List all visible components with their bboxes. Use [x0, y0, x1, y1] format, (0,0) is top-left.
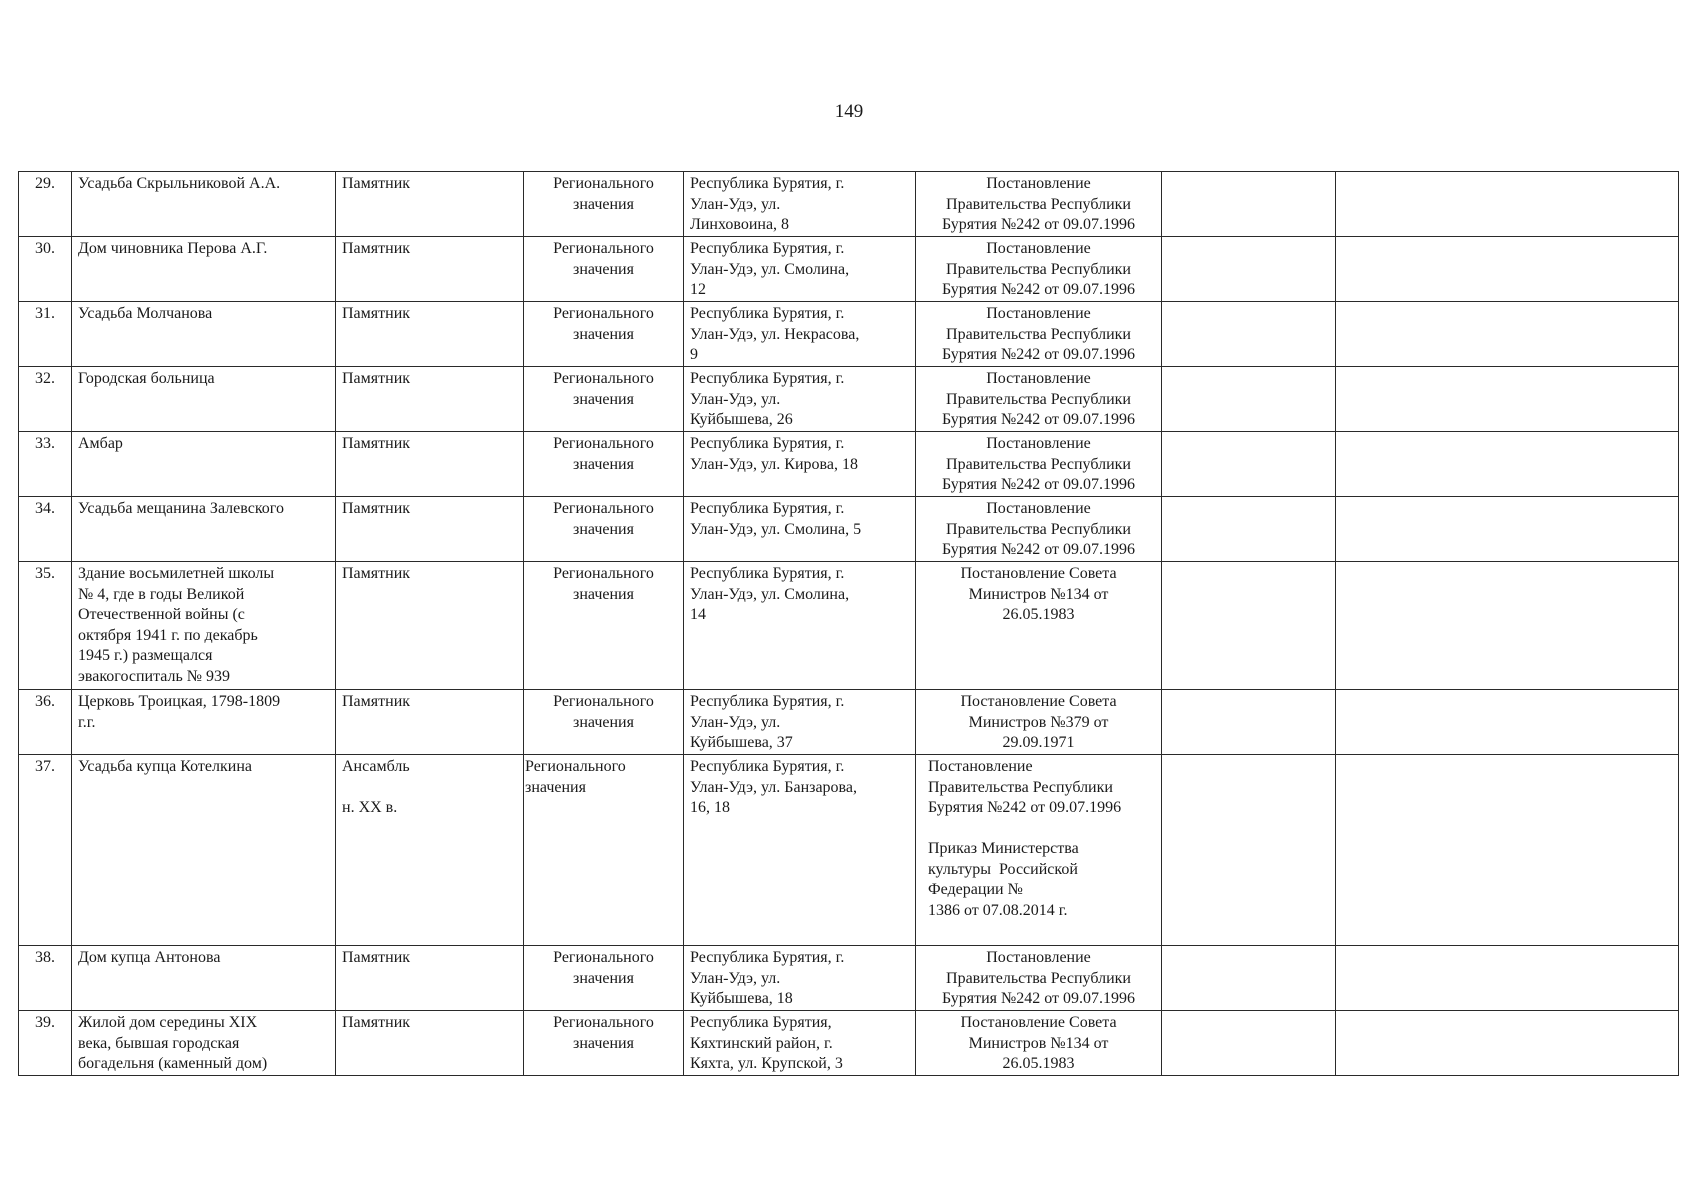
object-address-line: Улан-Удэ, ул. Кирова, 18: [690, 455, 858, 473]
heritage-registry-table: [18, 171, 1679, 1076]
object-address-cell: [684, 946, 916, 1011]
protection-document-line: Постановление: [986, 305, 1091, 322]
object-significance-cell: [524, 690, 684, 755]
object-address-cell: [684, 690, 916, 755]
object-significance-cell: [524, 1011, 684, 1076]
object-address-line: Республика Бурятия, г.: [690, 370, 845, 387]
object-name-cell: [72, 497, 336, 562]
object-significance-cell: [524, 237, 684, 302]
protection-document-line: 26.05.1983: [1002, 606, 1075, 623]
object-type-cell: [336, 302, 524, 367]
object-address-cell: [684, 237, 916, 302]
protection-document-line: Постановление: [986, 949, 1091, 966]
object-type-cell: [336, 690, 524, 755]
table-row: [19, 1011, 1679, 1076]
row-number: 39.: [35, 1014, 55, 1031]
object-name-cell: [72, 562, 336, 690]
object-significance-line: значения: [573, 713, 634, 731]
object-address-line: Улан-Удэ, ул.: [690, 195, 781, 213]
table-row: [19, 497, 1679, 562]
object-type-cell: [336, 1011, 524, 1076]
object-address-line: Республика Бурятия, г.: [690, 305, 845, 322]
row-number-cell: [19, 755, 72, 946]
object-address-cell: [684, 172, 916, 237]
object-name-cell: [72, 172, 336, 237]
object-significance-line: значения: [573, 520, 634, 538]
object-address-cell: [684, 755, 916, 946]
object-significance-line: Регионального: [525, 758, 626, 775]
object-address-line: Куйбышева, 18: [690, 990, 793, 1007]
object-type-line: Памятник: [342, 435, 411, 452]
object-significance-line: значения: [573, 260, 634, 278]
protection-document-line: Бурятия №242 от 09.07.1996: [941, 216, 1136, 233]
object-name-cell: [72, 432, 336, 497]
protection-document-line: Бурятия №242 от 09.07.1996: [941, 346, 1136, 363]
object-name-line: г.г.: [78, 713, 96, 731]
object-name-line: Усадьба купца Котелкина: [78, 758, 252, 775]
table-row: [19, 367, 1679, 432]
object-type-line: Памятник: [342, 693, 411, 710]
protection-document-cell: [916, 172, 1162, 237]
object-address-line: Республика Бурятия, г.: [690, 240, 845, 257]
object-address-line: Республика Бурятия, г.: [690, 565, 845, 582]
object-name-line: Жилой дом середины XIX: [78, 1014, 258, 1031]
object-name-cell: [72, 367, 336, 432]
table-row: [19, 302, 1679, 367]
object-address-line: Республика Бурятия,: [690, 1014, 832, 1031]
table-row: [19, 690, 1679, 755]
object-significance-line: значения: [573, 1034, 634, 1052]
object-address-line: Улан-Удэ, ул.: [690, 390, 781, 408]
table-row: [19, 237, 1679, 302]
protection-document-line: Бурятия №242 от 09.07.1996: [941, 541, 1136, 558]
row-number: 31.: [35, 305, 55, 322]
object-type-cell: [336, 562, 524, 690]
protection-document-line: Правительства Республики: [946, 260, 1131, 278]
empty-cell: [1162, 172, 1336, 237]
object-significance-line: Регионального: [553, 175, 654, 192]
empty-cell: [1336, 946, 1679, 1011]
protection-document-cell: [916, 367, 1162, 432]
row-number: 30.: [35, 240, 55, 257]
object-address-cell: [684, 302, 916, 367]
object-name-line: Усадьба мещанина Залевского: [78, 500, 284, 517]
object-significance-line: значения: [573, 390, 634, 408]
row-number-cell: [19, 432, 72, 497]
row-number: 32.: [35, 370, 55, 387]
object-significance-cell: [524, 946, 684, 1011]
object-name-line: Здание восьмилетней школы: [78, 565, 275, 582]
protection-document-line: 26.05.1983: [1002, 1055, 1075, 1072]
protection-document-line: Постановление: [986, 500, 1091, 517]
protection-document-line: Постановление Совета: [960, 693, 1117, 710]
page-number: 149: [834, 101, 864, 122]
object-address-line: Линховоина, 8: [690, 216, 790, 233]
row-number-cell: [19, 562, 72, 690]
empty-cell: [1336, 302, 1679, 367]
object-significance-cell: [524, 367, 684, 432]
object-significance-cell: [524, 302, 684, 367]
object-type-cell: [336, 172, 524, 237]
object-address-line: 9: [690, 346, 698, 363]
protection-document-line: Министров №379 от: [968, 713, 1109, 731]
object-address-cell: [684, 367, 916, 432]
object-significance-cell: [524, 755, 684, 946]
object-type-line: [342, 778, 517, 799]
empty-cell: [1336, 237, 1679, 302]
object-significance-line: значения: [573, 585, 634, 603]
object-address-cell: [684, 432, 916, 497]
object-significance-line: значения: [525, 778, 586, 796]
protection-document-line: Правительства Республики: [946, 325, 1131, 343]
table-row: [19, 432, 1679, 497]
object-type-cell: [336, 367, 524, 432]
object-significance-line: Регионального: [553, 693, 654, 710]
object-name-cell: [72, 302, 336, 367]
object-type-line: н. XX в.: [342, 799, 398, 816]
row-number: 33.: [35, 435, 55, 452]
object-name-line: Усадьба Скрыльниковой А.А.: [78, 175, 281, 192]
protection-document-line: Бурятия №242 от 09.07.1996: [941, 990, 1136, 1007]
empty-cell: [1336, 755, 1679, 946]
object-address-line: Республика Бурятия, г.: [690, 949, 845, 966]
protection-document-line: Министров №134 от: [968, 585, 1109, 603]
protection-document-line: [928, 819, 1155, 840]
object-name-line: века, бывшая городская: [78, 1034, 240, 1052]
empty-cell: [1336, 367, 1679, 432]
protection-document-line: Правительства Республики: [946, 390, 1131, 408]
object-type-line: Памятник: [342, 1014, 411, 1031]
object-address-line: Республика Бурятия, г.: [690, 435, 845, 452]
object-type-cell: [336, 755, 524, 946]
object-address-line: Улан-Удэ, ул.: [690, 969, 781, 987]
row-number-cell: [19, 237, 72, 302]
table-body: [19, 172, 1679, 1076]
object-type-line: Ансамбль: [342, 758, 410, 775]
object-type-line: Памятник: [342, 305, 411, 322]
object-significance-line: значения: [573, 969, 634, 987]
protection-document-line: Бурятия №242 от 09.07.1996: [941, 411, 1136, 428]
object-address-line: Республика Бурятия, г.: [690, 693, 845, 710]
table-row: [19, 562, 1679, 690]
row-number: 34.: [35, 500, 55, 517]
row-number-cell: [19, 690, 72, 755]
object-address-line: 14: [690, 606, 706, 623]
protection-document-cell: [916, 497, 1162, 562]
object-name-line: Отечественной войны (с: [78, 606, 245, 623]
row-number-cell: [19, 172, 72, 237]
empty-cell: [1162, 562, 1336, 690]
protection-document-line: 29.09.1971: [1002, 734, 1075, 751]
protection-document-cell: [916, 302, 1162, 367]
protection-document-line: Правительства Республики: [946, 969, 1131, 987]
protection-document-line: Правительства Республики: [946, 455, 1131, 473]
row-number-cell: [19, 946, 72, 1011]
object-type-line: Памятник: [342, 565, 411, 582]
object-address-line: Республика Бурятия, г.: [690, 758, 845, 775]
object-address-line: 12: [690, 281, 706, 298]
empty-cell: [1162, 1011, 1336, 1076]
object-address-line: Улан-Удэ, ул. Смолина, 5: [690, 520, 862, 538]
object-address-line: Республика Бурятия, г.: [690, 500, 845, 517]
protection-document-cell: [916, 432, 1162, 497]
protection-document-line: Постановление: [986, 175, 1091, 192]
protection-document-line: Постановление Совета: [960, 565, 1117, 582]
protection-document-cell: [916, 946, 1162, 1011]
protection-document-cell: [916, 690, 1162, 755]
object-type-cell: [336, 946, 524, 1011]
protection-document-line: Постановление: [928, 758, 1033, 775]
object-address-cell: [684, 497, 916, 562]
row-number: 29.: [35, 175, 55, 192]
row-number-cell: [19, 367, 72, 432]
object-name-cell: [72, 946, 336, 1011]
object-name-line: Дом купца Антонова: [78, 949, 221, 966]
empty-cell: [1162, 690, 1336, 755]
object-type-line: Памятник: [342, 949, 411, 966]
object-address-line: Улан-Удэ, ул.: [690, 713, 781, 731]
object-address-cell: [684, 1011, 916, 1076]
row-number: 35.: [35, 565, 55, 582]
object-significance-line: Регионального: [553, 305, 654, 322]
object-address-line: Улан-Удэ, ул. Смолина,: [690, 585, 850, 603]
object-significance-cell: [524, 497, 684, 562]
object-significance-line: значения: [573, 195, 634, 213]
empty-cell: [1162, 946, 1336, 1011]
object-name-line: богадельня (каменный дом): [78, 1055, 268, 1072]
protection-document-cell: [916, 237, 1162, 302]
object-significance-cell: [524, 562, 684, 690]
protection-document-line: 1386 от 07.08.2014 г.: [928, 901, 1068, 919]
object-name-cell: [72, 755, 336, 946]
object-name-line: 1945 г.) размещался: [78, 647, 213, 664]
object-name-line: Городская больница: [78, 370, 215, 387]
empty-cell: [1336, 690, 1679, 755]
object-type-line: Памятник: [342, 240, 411, 257]
protection-document-line: Министров №134 от: [968, 1034, 1109, 1052]
object-significance-line: значения: [573, 455, 634, 473]
object-address-line: Улан-Удэ, ул. Банзарова,: [690, 778, 857, 796]
object-type-cell: [336, 432, 524, 497]
row-number-cell: [19, 302, 72, 367]
protection-document-line: Бурятия №242 от 09.07.1996: [928, 799, 1122, 816]
row-number: 38.: [35, 949, 55, 966]
empty-cell: [1162, 367, 1336, 432]
protection-document-cell: [916, 755, 1162, 946]
object-address-line: Кяхтинский район, г.: [690, 1034, 833, 1052]
row-number-cell: [19, 1011, 72, 1076]
object-significance-cell: [524, 432, 684, 497]
protection-document-line: культуры Российской: [928, 860, 1078, 878]
object-address-cell: [684, 562, 916, 690]
object-name-line: Амбар: [78, 435, 123, 452]
protection-document-cell: [916, 562, 1162, 690]
protection-document-line: Правительства Республики: [928, 778, 1113, 796]
object-address-line: Улан-Удэ, ул. Некрасова,: [690, 325, 860, 343]
object-significance-line: Регионального: [553, 1014, 654, 1031]
empty-cell: [1336, 432, 1679, 497]
row-number: 36.: [35, 693, 55, 710]
table-row: [19, 172, 1679, 237]
protection-document-line: Постановление Совета: [960, 1014, 1117, 1031]
protection-document-line: Правительства Республики: [946, 520, 1131, 538]
object-name-cell: [72, 1011, 336, 1076]
protection-document-line: Постановление: [986, 370, 1091, 387]
object-address-line: 16, 18: [690, 799, 730, 816]
object-type-line: Памятник: [342, 370, 411, 387]
protection-document-line: Постановление: [986, 240, 1091, 257]
empty-cell: [1336, 562, 1679, 690]
protection-document-line: Федерации №: [928, 881, 1023, 898]
protection-document-cell: [916, 1011, 1162, 1076]
object-address-line: Республика Бурятия, г.: [690, 175, 845, 192]
protection-document-line: Постановление: [986, 435, 1091, 452]
empty-cell: [1336, 497, 1679, 562]
row-number: 37.: [35, 758, 55, 775]
object-type-line: Памятник: [342, 500, 411, 517]
empty-cell: [1162, 755, 1336, 946]
protection-document-line: Бурятия №242 от 09.07.1996: [941, 476, 1136, 493]
table-row: [19, 946, 1679, 1011]
object-type-line: Памятник: [342, 175, 411, 192]
object-name-line: эвакогоспиталь № 939: [78, 667, 231, 685]
object-type-cell: [336, 497, 524, 562]
object-significance-line: Регионального: [553, 370, 654, 387]
object-name-line: Церковь Троицкая, 1798-1809: [78, 693, 281, 710]
object-significance-line: значения: [573, 325, 634, 343]
object-name-cell: [72, 237, 336, 302]
empty-cell: [1162, 497, 1336, 562]
object-name-line: Усадьба Молчанова: [78, 305, 213, 322]
object-name-line: № 4, где в годы Великой: [78, 585, 245, 603]
object-significance-line: Регионального: [553, 240, 654, 257]
object-significance-line: Регионального: [553, 565, 654, 582]
object-significance-cell: [524, 172, 684, 237]
empty-cell: [1162, 237, 1336, 302]
empty-cell: [1336, 172, 1679, 237]
protection-document-line: Бурятия №242 от 09.07.1996: [941, 281, 1136, 298]
object-name-cell: [72, 690, 336, 755]
object-address-line: Куйбышева, 37: [690, 734, 793, 751]
object-type-cell: [336, 237, 524, 302]
empty-cell: [1336, 1011, 1679, 1076]
object-address-line: Кяхта, ул. Крупской, 3: [690, 1055, 843, 1072]
object-name-line: октября 1941 г. по декабрь: [78, 626, 258, 644]
object-significance-line: Регионального: [553, 500, 654, 517]
empty-cell: [1162, 302, 1336, 367]
protection-document-line: Приказ Министерства: [928, 840, 1079, 857]
row-number-cell: [19, 497, 72, 562]
object-name-line: Дом чиновника Перова А.Г.: [78, 240, 268, 257]
protection-document-line: Правительства Республики: [946, 195, 1131, 213]
object-significance-line: Регионального: [553, 949, 654, 966]
table-row: [19, 755, 1679, 946]
object-significance-line: Регионального: [553, 435, 654, 452]
object-address-line: Улан-Удэ, ул. Смолина,: [690, 260, 850, 278]
empty-cell: [1162, 432, 1336, 497]
object-address-line: Куйбышева, 26: [690, 411, 793, 428]
